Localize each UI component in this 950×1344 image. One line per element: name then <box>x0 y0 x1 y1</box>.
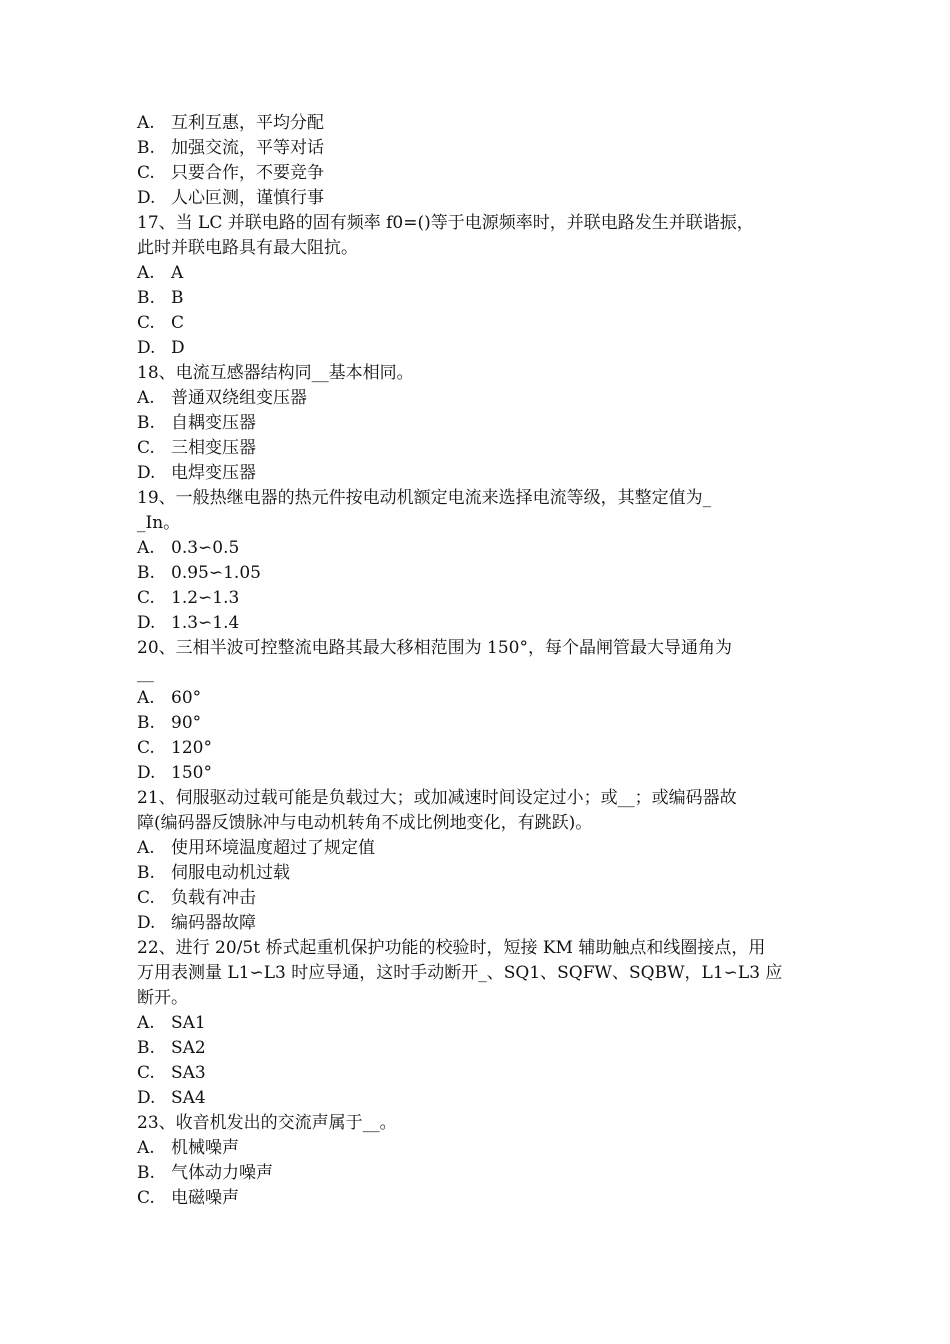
option-letter: C. <box>137 588 155 608</box>
option-letter: D. <box>137 613 156 633</box>
option-letter: D. <box>137 338 156 358</box>
option-text: C <box>171 313 185 333</box>
option-text: 电磁噪声 <box>171 1188 239 1208</box>
option-text: 人心叵测，谨慎行事 <box>171 188 324 208</box>
option-text: 负载有冲击 <box>171 888 256 908</box>
answer-option <box>137 911 817 936</box>
option-letter: B. <box>137 863 155 883</box>
option-text: 1.2∽1.3 <box>171 588 240 608</box>
option-text: SA4 <box>171 1088 206 1108</box>
option-text: 互利互惠，平均分配 <box>171 113 324 133</box>
answer-option <box>137 586 817 611</box>
option-text: 普通双绕组变压器 <box>171 388 307 408</box>
question-list <box>137 111 817 1211</box>
option-letter: C. <box>137 438 155 458</box>
option-letter: C. <box>137 313 155 333</box>
answer-option <box>137 1036 817 1061</box>
question-block <box>137 1111 817 1211</box>
option-text: 气体动力噪声 <box>171 1163 273 1183</box>
option-letter: B. <box>137 713 155 733</box>
question-block <box>137 211 817 361</box>
option-text: D <box>171 338 185 358</box>
option-letter: A. <box>137 113 155 133</box>
question-text-line: __ <box>137 663 154 683</box>
question-block <box>137 786 817 936</box>
option-text: B <box>171 288 184 308</box>
answer-option <box>137 611 817 636</box>
option-letter: B. <box>137 138 155 158</box>
answer-option <box>137 886 817 911</box>
option-text: 伺服电动机过载 <box>171 863 290 883</box>
option-text: A <box>171 263 184 283</box>
option-letter: A. <box>137 1013 155 1033</box>
option-text: SA2 <box>171 1038 206 1058</box>
option-letter: A. <box>137 1138 155 1158</box>
option-letter: A. <box>137 688 155 708</box>
answer-option <box>137 261 817 286</box>
option-text: 加强交流，平等对话 <box>171 138 324 158</box>
answer-option <box>137 1011 817 1036</box>
option-letter: B. <box>137 288 155 308</box>
option-text: 只要合作，不要竞争 <box>171 163 324 183</box>
option-letter: D. <box>137 763 156 783</box>
question-text-line: 21、伺服驱动过载可能是负载过大；或加减速时间设定过小；或__；或编码器故 <box>137 788 737 808</box>
answer-option <box>137 1186 817 1211</box>
answer-option <box>137 536 817 561</box>
question-text-line: 20、三相半波可控整流电路其最大移相范围为 150°，每个晶闸管最大导通角为 <box>137 638 732 658</box>
answer-option <box>137 686 817 711</box>
option-letter: D. <box>137 463 156 483</box>
answer-option <box>137 461 817 486</box>
option-text: SA1 <box>171 1013 206 1033</box>
options-block <box>137 111 817 211</box>
option-text: 120° <box>171 738 212 758</box>
option-text: 60° <box>171 688 202 708</box>
option-letter: A. <box>137 838 155 858</box>
answer-option <box>137 1161 817 1186</box>
answer-option <box>137 436 817 461</box>
option-text: 机械噪声 <box>171 1138 239 1158</box>
answer-option <box>137 286 817 311</box>
answer-option <box>137 111 817 136</box>
option-text: 电焊变压器 <box>171 463 256 483</box>
option-letter: D. <box>137 1088 156 1108</box>
option-text: 1.3∽1.4 <box>171 613 240 633</box>
question-text-line: 18、电流互感器结构同__基本相同。 <box>137 363 414 383</box>
question-text-line: 23、收音机发出的交流声属于__。 <box>137 1113 397 1133</box>
answer-option <box>137 336 817 361</box>
answer-option <box>137 386 817 411</box>
option-letter: A. <box>137 388 155 408</box>
option-text: 编码器故障 <box>171 913 256 933</box>
option-letter: C. <box>137 888 155 908</box>
option-text: 150° <box>171 763 212 783</box>
question-block <box>137 361 817 486</box>
question-text-line: 19、一般热继电器的热元件按电动机额定电流来选择电流等级，其整定值为_ <box>137 488 712 508</box>
answer-option <box>137 836 817 861</box>
question-text-line: 障(编码器反馈脉冲与电动机转角不成比例地变化，有跳跃)。 <box>137 813 593 833</box>
answer-option <box>137 311 817 336</box>
answer-option <box>137 136 817 161</box>
question-text-line: _In。 <box>137 513 181 533</box>
answer-option <box>137 711 817 736</box>
answer-option <box>137 411 817 436</box>
answer-option <box>137 761 817 786</box>
option-letter: C. <box>137 163 155 183</box>
option-text: SA3 <box>171 1063 206 1083</box>
option-letter: C. <box>137 738 155 758</box>
answer-option <box>137 561 817 586</box>
option-letter: D. <box>137 913 156 933</box>
question-text-line: 断开。 <box>137 988 188 1008</box>
option-letter: C. <box>137 1063 155 1083</box>
option-letter: B. <box>137 1163 155 1183</box>
option-letter: B. <box>137 413 155 433</box>
answer-option <box>137 186 817 211</box>
answer-option <box>137 1136 817 1161</box>
option-letter: C. <box>137 1188 155 1208</box>
question-text-line: 22、进行 20/5t 桥式起重机保护功能的校验时，短接 KM 辅助触点和线圈接点，用 <box>137 938 766 958</box>
option-letter: B. <box>137 563 155 583</box>
option-letter: D. <box>137 188 156 208</box>
answer-option <box>137 161 817 186</box>
question-text-line: 17、当 LC 并联电路的固有频率 f0=()等于电源频率时，并联电路发生并联谐振， <box>137 213 754 233</box>
option-text: 使用环境温度超过了规定值 <box>171 838 375 858</box>
answer-option <box>137 736 817 761</box>
option-text: 0.3∽0.5 <box>171 538 240 558</box>
option-text: 自耦变压器 <box>171 413 256 433</box>
option-text: 0.95∽1.05 <box>171 563 261 583</box>
answer-option <box>137 1086 817 1111</box>
question-text-line: 万用表测量 L1∽L3 时应导通，这时手动断开_、SQ1、SQFW、SQBW，L1∽L3 应 <box>137 963 783 983</box>
option-text: 90° <box>171 713 202 733</box>
question-block <box>137 636 817 786</box>
question-text-line: 此时并联电路具有最大阻抗。 <box>137 238 358 258</box>
question-block <box>137 936 817 1111</box>
option-text: 三相变压器 <box>171 438 256 458</box>
answer-option <box>137 861 817 886</box>
option-letter: A. <box>137 538 155 558</box>
answer-option <box>137 1061 817 1086</box>
option-letter: A. <box>137 263 155 283</box>
question-block <box>137 486 817 636</box>
option-letter: B. <box>137 1038 155 1058</box>
